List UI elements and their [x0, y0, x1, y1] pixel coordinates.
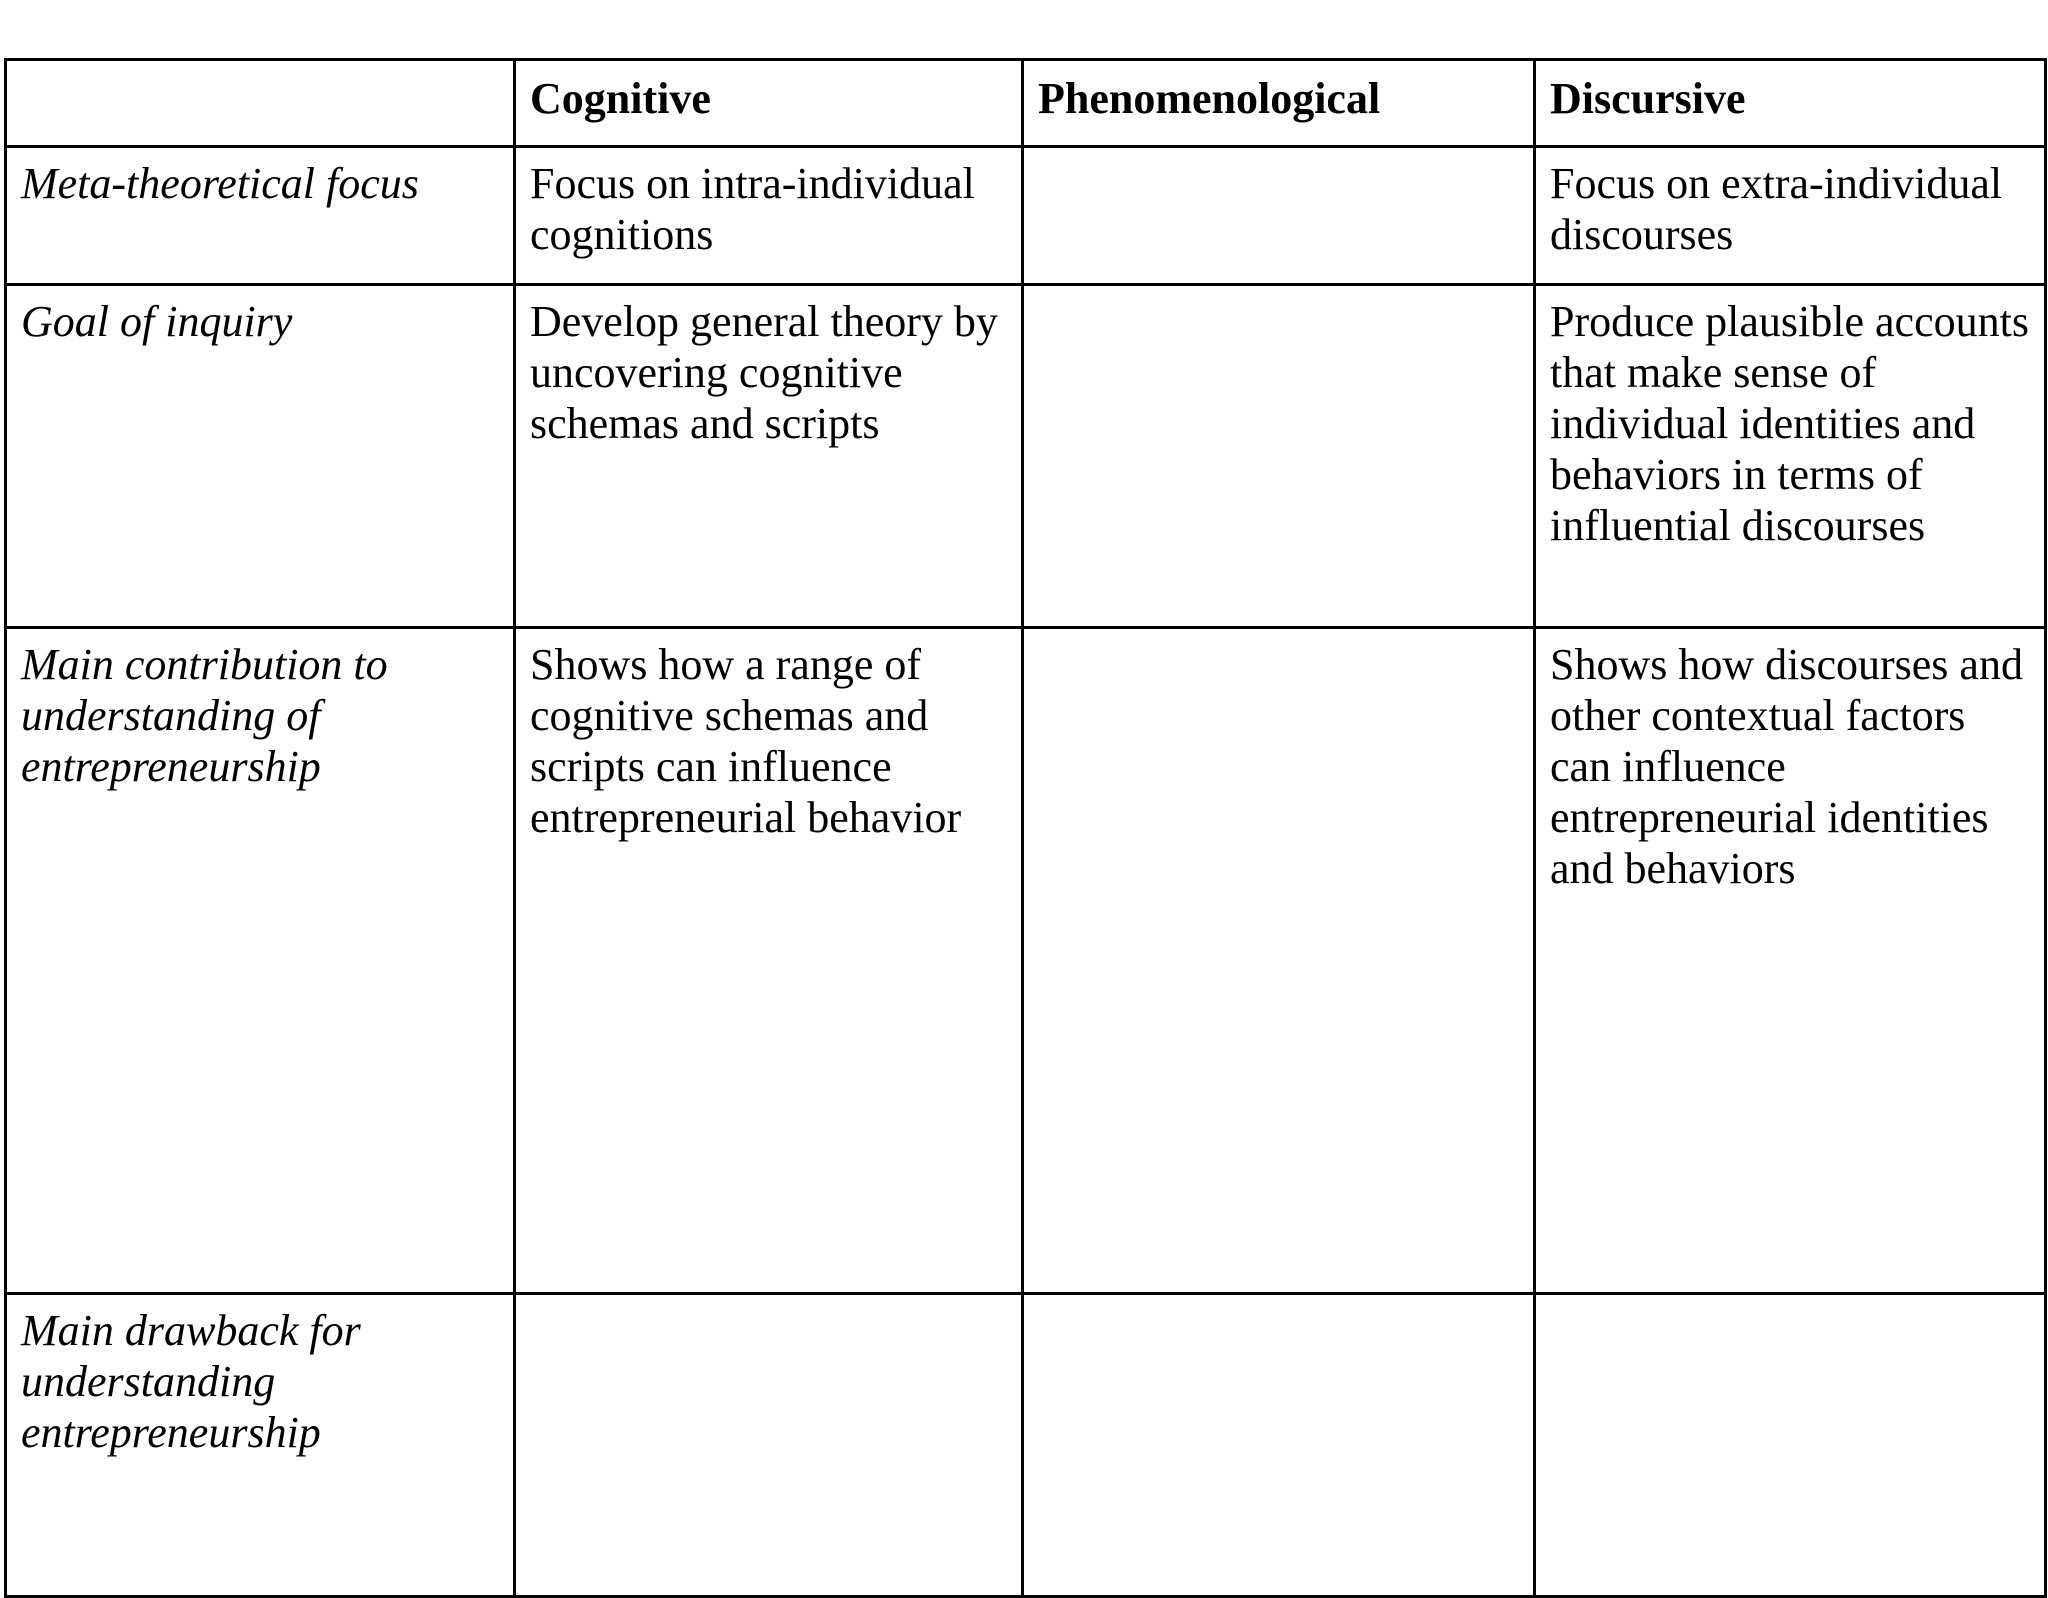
table-row — [6, 628, 2046, 1294]
cell-phenomenological — [1022, 146, 1534, 284]
row-label: Meta-theoretical focus — [6, 146, 515, 284]
cell-discursive — [1534, 1294, 2045, 1597]
cell-discursive: Focus on extra-individual discourses — [1534, 146, 2045, 284]
header-discursive: Discursive — [1534, 60, 2045, 147]
header-phenomenological: Phenomenological — [1022, 60, 1534, 147]
cell-phenomenological — [1022, 1294, 1534, 1597]
row-label: Goal of inquiry — [6, 285, 515, 628]
cell-cognitive: Shows how a range of cognitive schemas and scripts can influence entrepreneurial behavior — [514, 628, 1022, 1294]
cell-cognitive: Develop general theory by uncovering cognitive schemas and scripts — [514, 285, 1022, 628]
cell-phenomenological — [1022, 285, 1534, 628]
table-row — [6, 146, 2046, 284]
comparison-table — [4, 58, 2047, 1598]
cell-discursive: Shows how discourses and other contextual factors can influence entrepreneurial identities and behaviors — [1534, 628, 2045, 1294]
header-cognitive: Cognitive — [514, 60, 1022, 147]
cell-cognitive — [514, 1294, 1022, 1597]
row-label: Main contribution to understanding of entrepreneurship — [6, 628, 515, 1294]
cell-phenomenological — [1022, 628, 1534, 1294]
cell-cognitive: Focus on intra-individual cognitions — [514, 146, 1022, 284]
header-empty-cell — [6, 60, 515, 147]
table-row — [6, 285, 2046, 628]
row-label: Main drawback for understanding entrepreneurship — [6, 1294, 515, 1597]
table-header-row — [6, 60, 2046, 147]
table-row — [6, 1294, 2046, 1597]
cell-discursive: Produce plausible accounts that make sense of individual identities and behaviors in terms of influential discourses — [1534, 285, 2045, 628]
